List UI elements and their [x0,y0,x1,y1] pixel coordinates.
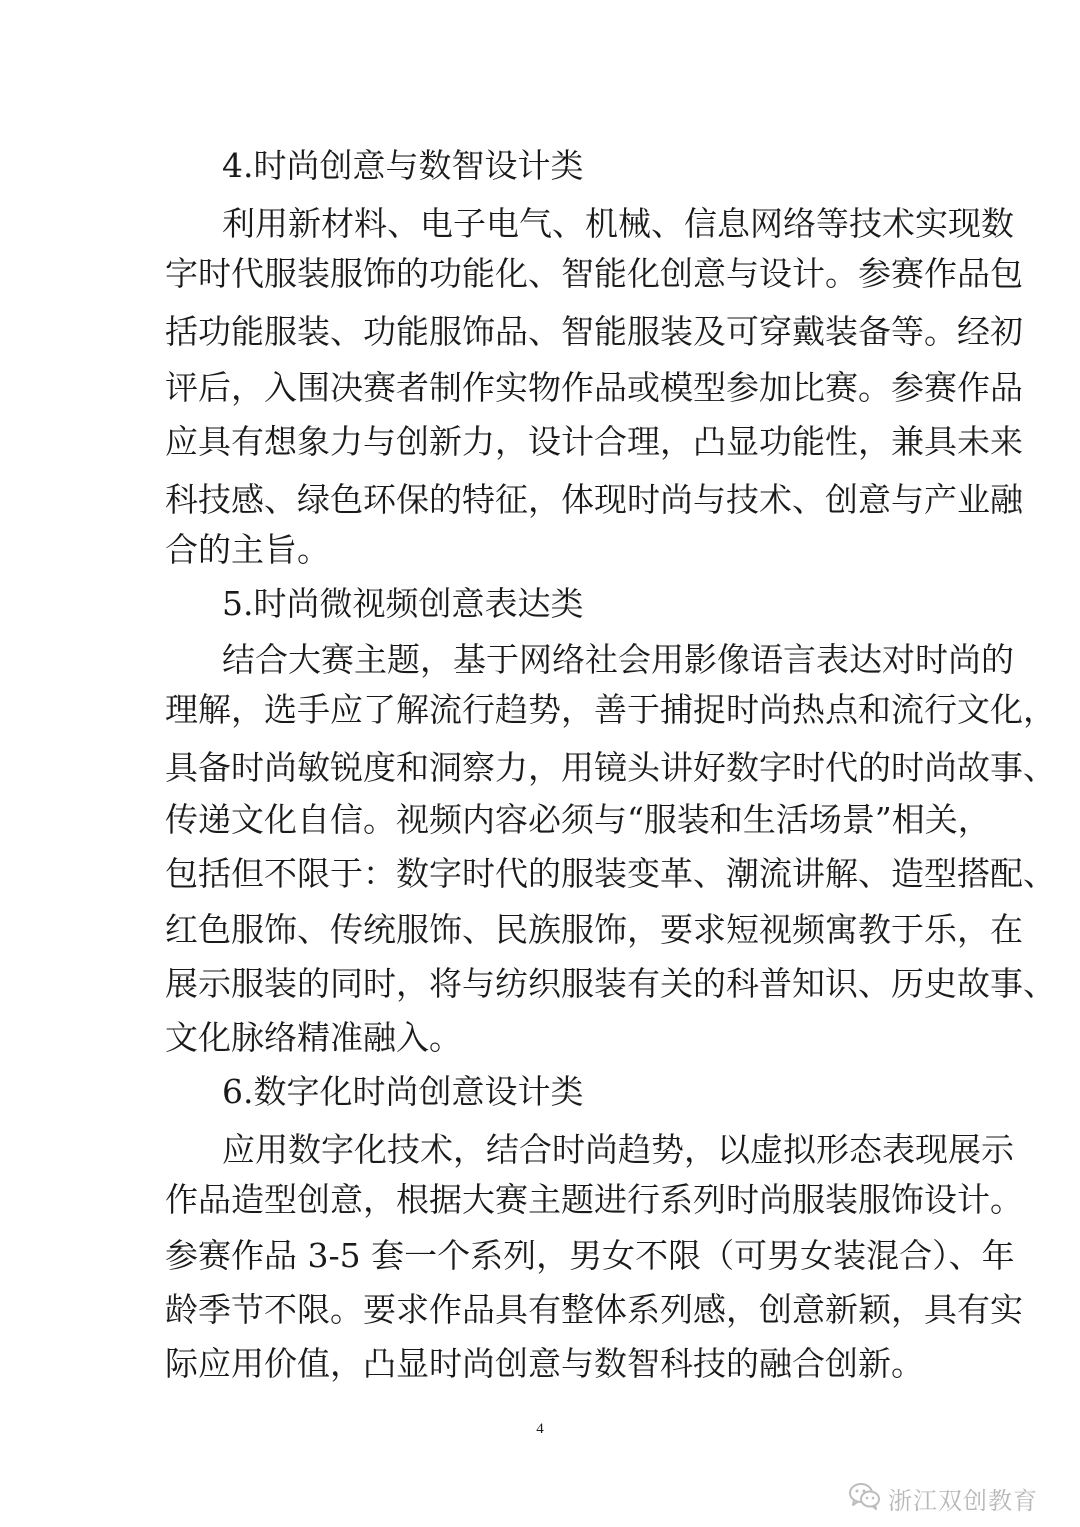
paragraph-line: 传递文化自信。视频内容必须与“服装和生活场景”相关， [165,800,991,839]
paragraph-line: 展示服装的同时，将与纺织服装有关的科普知识、历史故事、 [165,964,1056,1003]
paragraph-line: 科技感、绿色环保的特征，体现时尚与技术、创意与产业融 [165,480,1023,519]
paragraph-line: 文化脉络精准融入。 [165,1018,462,1057]
paragraph-line: 理解，选手应了解流行趋势，善于捕捉时尚热点和流行文化， [165,690,1056,729]
wechat-icon [848,1482,882,1514]
paragraph-line: 参赛作品 3-5 套一个系列，男女不限（可男女装混合）、年 [165,1236,1015,1275]
paragraph-line: 应用数字化技术，结合时尚趋势，以虚拟形态表现展示 [222,1130,1014,1169]
watermark-text: 浙江双创教育 [888,1486,1038,1515]
paragraph-line: 利用新材料、电子电气、机械、信息网络等技术实现数 [222,204,1014,243]
paragraph-line: 括功能服装、功能服饰品、智能服装及可穿戴装备等。经初 [165,312,1023,351]
paragraph-line: 应具有想象力与创新力，设计合理，凸显功能性，兼具未来 [165,422,1023,461]
section-heading: 6.数字化时尚创意设计类 [222,1072,584,1111]
section-heading: 5.时尚微视频创意表达类 [222,584,584,623]
paragraph-line: 包括但不限于：数字时代的服装变革、潮流讲解、造型搭配、 [165,854,1056,893]
paragraph-line: 字时代服装服饰的功能化、智能化创意与设计。参赛作品包 [165,254,1023,293]
paragraph-line: 龄季节不限。要求作品具有整体系列感，创意新颖，具有实 [165,1290,1023,1329]
paragraph-line: 作品造型创意，根据大赛主题进行系列时尚服装服饰设计。 [165,1180,1023,1219]
paragraph-line: 合的主旨。 [165,530,330,569]
paragraph-line: 红色服饰、传统服饰、民族服饰，要求短视频寓教于乐，在 [165,910,1023,949]
paragraph-line: 际应用价值，凸显时尚创意与数智科技的融合创新。 [165,1344,924,1383]
watermark [848,1482,1038,1514]
paragraph-line: 评后，入围决赛者制作实物作品或模型参加比赛。参赛作品 [165,368,1023,407]
section-heading: 4.时尚创意与数智设计类 [222,146,584,185]
paragraph-line: 结合大赛主题，基于网络社会用影像语言表达对时尚的 [222,640,1014,679]
page-number: 4 [536,1421,544,1437]
paragraph-line: 具备时尚敏锐度和洞察力，用镜头讲好数字时代的时尚故事、 [165,748,1056,787]
